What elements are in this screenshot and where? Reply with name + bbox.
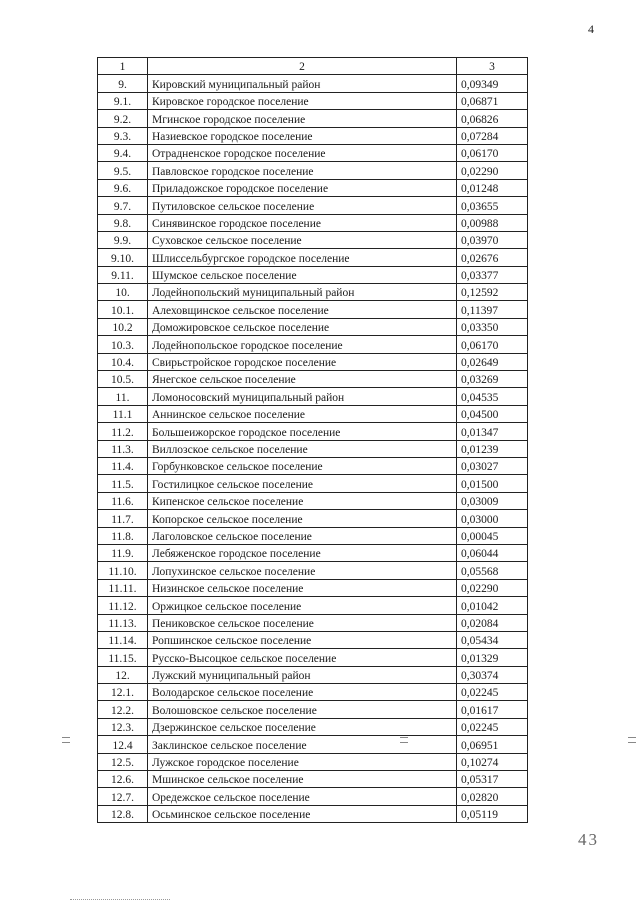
table-row [98,162,528,179]
row-coefficient: 0,04500 [457,405,528,422]
row-settlement-name: Виллозское сельское поселение [148,440,457,457]
row-settlement-name: Горбунковское сельское поселение [148,457,457,474]
row-coefficient: 0,05434 [457,631,528,648]
table-row [98,197,528,214]
row-coefficient: 0,01500 [457,475,528,492]
row-number: 12. [98,666,148,683]
right-margin-mark [628,737,636,743]
table-row [98,649,528,666]
row-coefficient: 0,00045 [457,527,528,544]
row-settlement-name: Мшинское сельское поселение [148,771,457,788]
table-row [98,249,528,266]
row-number: 9.2. [98,110,148,127]
row-settlement-name: Оржицкое сельское поселение [148,597,457,614]
row-number: 12.5. [98,753,148,770]
table-row [98,336,528,353]
row-number: 9.4. [98,144,148,161]
column-header-1: 1 [98,58,148,75]
table-row [98,562,528,579]
table-row [98,110,528,127]
row-settlement-name: Кипенское сельское поселение [148,492,457,509]
row-coefficient: 0,03000 [457,510,528,527]
row-coefficient: 0,30374 [457,666,528,683]
row-number: 11.12. [98,597,148,614]
row-coefficient: 0,06826 [457,110,528,127]
row-number: 11.1 [98,405,148,422]
row-settlement-name: Ломоносовский муниципальный район [148,388,457,405]
row-number: 9.1. [98,92,148,109]
table-row [98,127,528,144]
row-number: 11. [98,388,148,405]
row-coefficient: 0,06044 [457,544,528,561]
row-settlement-name: Копорское сельское поселение [148,510,457,527]
row-number: 11.8. [98,527,148,544]
row-number: 9.11. [98,266,148,283]
table-row [98,475,528,492]
row-settlement-name: Павловское городское поселение [148,162,457,179]
row-coefficient: 0,04535 [457,388,528,405]
row-number: 9.9. [98,231,148,248]
row-settlement-name: Большеижорское городское поселение [148,423,457,440]
row-number: 11.9. [98,544,148,561]
row-number: 10.2 [98,318,148,335]
row-coefficient: 0,07284 [457,127,528,144]
row-number: 11.5. [98,475,148,492]
row-settlement-name: Заклинское сельское поселение [148,736,457,753]
row-number: 9.7. [98,197,148,214]
table-row [98,179,528,196]
table-row [98,371,528,388]
table-row [98,301,528,318]
row-settlement-name: Кировское городское поселение [148,92,457,109]
row-number: 11.4. [98,457,148,474]
row-coefficient: 0,01239 [457,440,528,457]
row-settlement-name: Кировский муниципальный район [148,75,457,92]
row-settlement-name: Суховское сельское поселение [148,231,457,248]
row-settlement-name: Ропшинское сельское поселение [148,631,457,648]
row-number: 11.7. [98,510,148,527]
row-coefficient: 0,06871 [457,92,528,109]
row-settlement-name: Лебяженское городское поселение [148,544,457,561]
table-row [98,718,528,735]
row-settlement-name: Низинское сельское поселение [148,579,457,596]
row-coefficient: 0,02820 [457,788,528,805]
row-settlement-name: Приладожское городское поселение [148,179,457,196]
row-number: 11.6. [98,492,148,509]
left-margin-mark [62,737,70,743]
table-row [98,440,528,457]
table-row [98,544,528,561]
table-row [98,92,528,109]
row-settlement-name: Лаголовское сельское поселение [148,527,457,544]
row-settlement-name: Русско-Высоцкое сельское поселение [148,649,457,666]
row-settlement-name: Шлиссельбургское городское поселение [148,249,457,266]
table-row [98,631,528,648]
row-coefficient: 0,01347 [457,423,528,440]
column-header-2: 2 [148,58,457,75]
row-settlement-name: Доможировское сельское поселение [148,318,457,335]
table-row [98,805,528,822]
row-settlement-name: Янегское сельское поселение [148,371,457,388]
row-coefficient: 0,05317 [457,771,528,788]
row-coefficient: 0,02676 [457,249,528,266]
table-row [98,144,528,161]
table-row [98,771,528,788]
row-number: 9.3. [98,127,148,144]
row-coefficient: 0,05568 [457,562,528,579]
allocation-table [97,57,528,823]
table-header-row [98,58,528,75]
row-settlement-name: Свирьстройское городское поселение [148,353,457,370]
row-coefficient: 0,11397 [457,301,528,318]
table-row [98,788,528,805]
row-coefficient: 0,03377 [457,266,528,283]
row-coefficient: 0,03269 [457,371,528,388]
row-number: 10.1. [98,301,148,318]
row-settlement-name: Отрадненское городское поселение [148,144,457,161]
table-row [98,597,528,614]
row-number: 9.10. [98,249,148,266]
row-number: 12.4 [98,736,148,753]
row-number: 11.10. [98,562,148,579]
row-coefficient: 0,01042 [457,597,528,614]
row-coefficient: 0,03350 [457,318,528,335]
row-settlement-name: Лужский муниципальный район [148,666,457,683]
row-coefficient: 0,02245 [457,718,528,735]
row-coefficient: 0,12592 [457,284,528,301]
row-number: 9.6. [98,179,148,196]
table-row [98,492,528,509]
center-margin-mark [400,737,408,743]
row-number: 10.3. [98,336,148,353]
table-row [98,666,528,683]
page-number: 4 [588,22,594,36]
row-number: 12.8. [98,805,148,822]
row-settlement-name: Дзержинское сельское поселение [148,718,457,735]
row-coefficient: 0,06170 [457,144,528,161]
table-row [98,405,528,422]
row-number: 12.7. [98,788,148,805]
row-coefficient: 0,00988 [457,214,528,231]
row-settlement-name: Шумское сельское поселение [148,266,457,283]
row-settlement-name: Осьминское сельское поселение [148,805,457,822]
row-number: 12.1. [98,684,148,701]
row-coefficient: 0,02084 [457,614,528,631]
handwritten-page-mark: 43 [578,830,599,849]
row-number: 11.15. [98,649,148,666]
table-row [98,388,528,405]
row-coefficient: 0,02290 [457,579,528,596]
row-settlement-name: Алеховщинское сельское поселение [148,301,457,318]
row-coefficient: 0,06951 [457,736,528,753]
row-number: 10.5. [98,371,148,388]
row-settlement-name: Волошовское сельское поселение [148,701,457,718]
row-settlement-name: Мгинское городское поселение [148,110,457,127]
row-settlement-name: Володарское сельское поселение [148,684,457,701]
row-settlement-name: Назиевское городское поселение [148,127,457,144]
row-coefficient: 0,01329 [457,649,528,666]
row-coefficient: 0,03655 [457,197,528,214]
table-row [98,527,528,544]
table-row [98,753,528,770]
table-row [98,231,528,248]
table-row [98,701,528,718]
row-coefficient: 0,02245 [457,684,528,701]
table-row [98,284,528,301]
row-settlement-name: Аннинское сельское поселение [148,405,457,422]
row-settlement-name: Пениковское сельское поселение [148,614,457,631]
table-row [98,214,528,231]
row-number: 12.3. [98,718,148,735]
row-number: 11.11. [98,579,148,596]
row-coefficient: 0,10274 [457,753,528,770]
scan-artifact [70,899,170,900]
table-row [98,579,528,596]
column-header-3: 3 [457,58,528,75]
row-settlement-name: Путиловское сельское поселение [148,197,457,214]
row-number: 12.6. [98,771,148,788]
row-settlement-name: Гостилицкое сельское поселение [148,475,457,492]
table-body [98,58,528,823]
row-number: 10.4. [98,353,148,370]
row-coefficient: 0,06170 [457,336,528,353]
row-coefficient: 0,05119 [457,805,528,822]
row-settlement-name: Лодейнопольский муниципальный район [148,284,457,301]
table-row [98,457,528,474]
table-row [98,318,528,335]
row-coefficient: 0,02649 [457,353,528,370]
row-coefficient: 0,01617 [457,701,528,718]
row-number: 9.5. [98,162,148,179]
row-number: 11.13. [98,614,148,631]
table-row [98,510,528,527]
row-number: 11.2. [98,423,148,440]
table-row [98,75,528,92]
table-row [98,266,528,283]
table-row [98,353,528,370]
row-number: 11.3. [98,440,148,457]
row-number: 10. [98,284,148,301]
table-row [98,736,528,753]
row-coefficient: 0,02290 [457,162,528,179]
row-number: 9.8. [98,214,148,231]
row-settlement-name: Оредежское сельское поселение [148,788,457,805]
row-number: 12.2. [98,701,148,718]
row-settlement-name: Лужское городское поселение [148,753,457,770]
row-number: 11.14. [98,631,148,648]
row-coefficient: 0,03027 [457,457,528,474]
row-coefficient: 0,01248 [457,179,528,196]
row-settlement-name: Лопухинское сельское поселение [148,562,457,579]
row-number: 9. [98,75,148,92]
row-coefficient: 0,03009 [457,492,528,509]
row-settlement-name: Синявинское городское поселение [148,214,457,231]
row-coefficient: 0,03970 [457,231,528,248]
row-coefficient: 0,09349 [457,75,528,92]
table-row [98,614,528,631]
table-row [98,684,528,701]
table-row [98,423,528,440]
row-settlement-name: Лодейнопольское городское поселение [148,336,457,353]
